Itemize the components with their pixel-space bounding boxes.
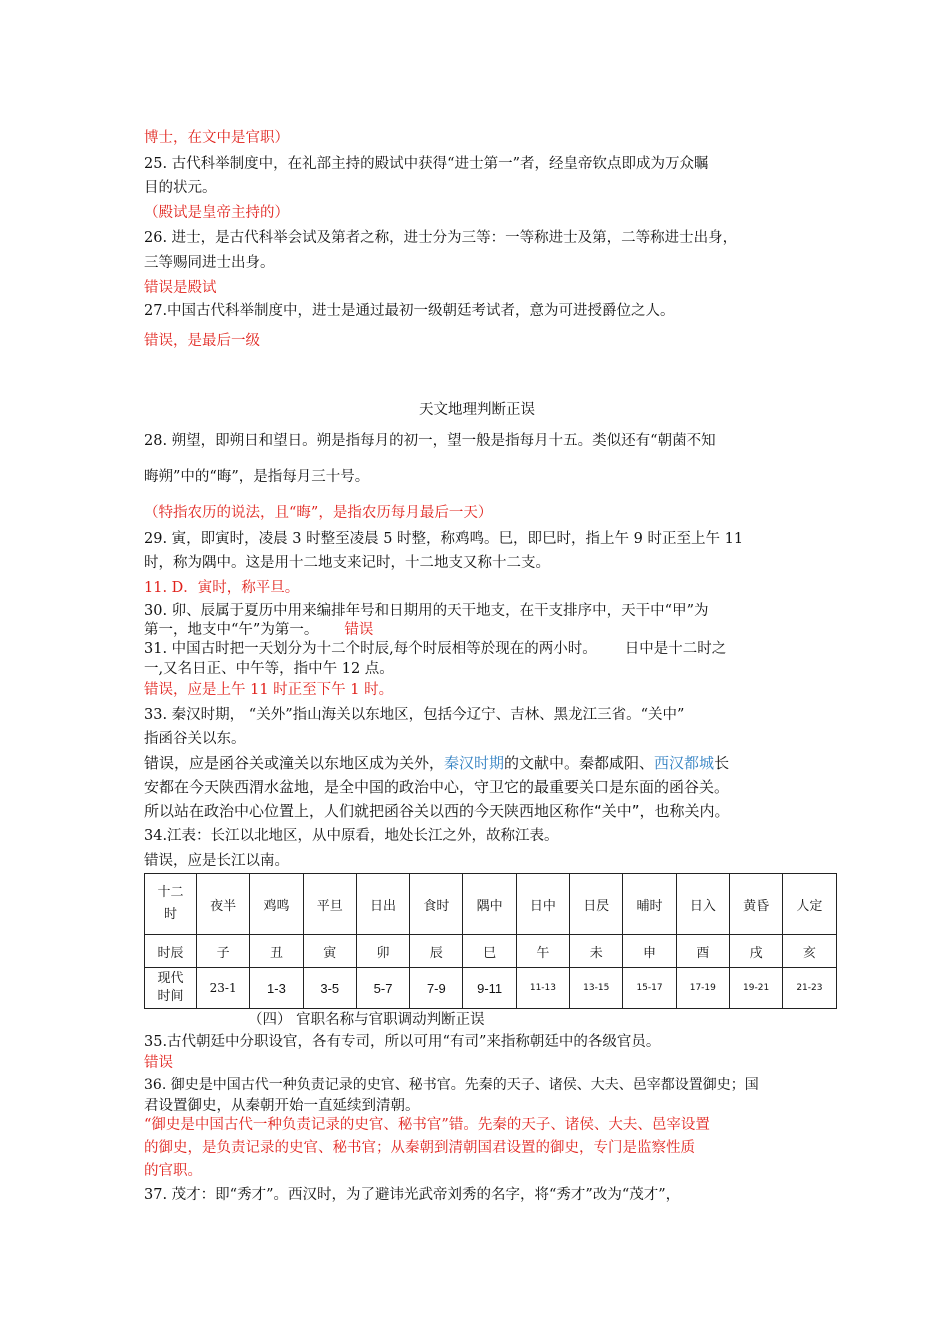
question-27: 27.中国古代科举制度中，进士是通过最初一级朝廷考试者，意为可进授爵位之人。 — [144, 303, 675, 319]
header-text-b: 时间 — [157, 989, 184, 1004]
table-cell: 辰 — [410, 935, 463, 968]
question-29-cont: 时，称为隅中。这是用十二地支来记时，十二地支又称十二支。 — [144, 555, 550, 571]
table-cell: 19-21 — [729, 968, 782, 1009]
question-28: 28. 朔望，即朔日和望日。朔是指每月的初一，望一般是指每月十五。类似还有“朝菌不知 — [144, 433, 716, 449]
table-cell: 午 — [516, 935, 569, 968]
question-26-cont: 三等赐同进士出身。 — [144, 255, 275, 271]
answer-33 — [144, 752, 729, 774]
question-31 — [144, 639, 726, 659]
table-cell: 13-15 — [570, 968, 623, 1009]
question-34: 34.江表：长江以北地区，从中原看，地处长江之外，故称江表。 — [144, 828, 559, 844]
table-cell: 日中 — [516, 874, 569, 935]
answer-33-c: 的文献中。秦都咸阳、 — [504, 754, 655, 772]
question-37: 37. 茂才：即“秀才”。西汉时，为了避讳光武帝刘秀的名字，将“秀才”改为“茂才”， — [144, 1187, 681, 1203]
answer-35: 错误 — [144, 1055, 173, 1071]
answer-28: （特指农历的说法，且“晦”，是指农历每月最后一天） — [144, 505, 493, 521]
question-29: 29. 寅，即寅时，凌晨 3 时整至凌晨 5 时整，称鸡鸣。巳，即巳时，指上午 9 时正至上午 11 — [144, 531, 744, 547]
question-31-text-b: 日中是十二时之 — [624, 641, 727, 657]
table-cell: 15-17 — [623, 968, 676, 1009]
table-row — [145, 968, 837, 1009]
question-36-cont: 君设置御史，从秦朝开始一直延续到清朝。 — [144, 1098, 420, 1114]
header-text-b: 时 — [163, 907, 177, 922]
table-cell: 夜半 — [197, 874, 250, 935]
table-cell: 平旦 — [303, 874, 356, 935]
answer-34: 错误，应是长江以南。 — [144, 853, 289, 869]
answer-33-e: 长 — [714, 754, 730, 772]
note-line: 博士，在文中是官职） — [144, 130, 289, 146]
question-35: 35.古代朝廷中分职设官，各有专司，所以可用“有司”来指称朝廷中的各级官员。 — [144, 1034, 661, 1050]
question-31-text: 31. 中国古时把一天划分为十二个时辰,每个时辰相等於现在的两小时。 — [144, 641, 597, 657]
answer-33-cont2: 所以站在政治中心位置上，人们就把函谷关以西的今天陕西地区称作“关中”，也称关内。 — [144, 802, 730, 820]
table-cell: 食时 — [410, 874, 463, 935]
question-30: 30. 卯、辰属于夏历中用来编排年号和日期用的天干地支，在干支排序中，天干中“甲”为 — [144, 603, 709, 619]
table-cell: 23-1 — [197, 968, 250, 1009]
table-cell: 1-3 — [250, 968, 303, 1009]
table-cell: 戌 — [729, 935, 782, 968]
table-cell: 日昃 — [570, 874, 623, 935]
answer-26: 错误是殿试 — [144, 280, 217, 296]
table-cell: 鸡鸣 — [250, 874, 303, 935]
question-36: 36. 御史是中国古代一种负责记录的史官、秘书官。先秦的天子、诸侯、大夫、邑宰都设置御史；国 — [144, 1077, 759, 1093]
question-26: 26. 进士，是古代科举会试及第者之称，进士分为三等：一等称进士及第，二等称进士出身， — [144, 230, 738, 246]
table-cell: 9-11 — [463, 968, 516, 1009]
answer-25: （殿试是皇帝主持的） — [144, 205, 289, 221]
table-cell: 卯 — [356, 935, 409, 968]
link-qinhan: 秦汉时期 — [444, 754, 505, 772]
answer-30: 错误 — [344, 622, 374, 638]
table-cell: 17-19 — [676, 968, 729, 1009]
answer-36: “御史是中国古代一种负责记录的史官、秘书官”错。先秦的天子、诸侯、大夫、邑宰设置 — [144, 1117, 710, 1133]
answer-36-cont2: 的官职。 — [144, 1163, 202, 1179]
link-xihan: 西汉都城 — [654, 754, 715, 772]
table-header-cell — [145, 968, 197, 1009]
table-row — [145, 935, 837, 968]
shichen-table — [144, 873, 837, 1009]
table-header-cell: 时辰 — [145, 935, 197, 968]
question-33: 33. 秦汉时期， “关外”指山海关以东地区，包括今辽宁、吉林、黑龙江三省。“关中” — [144, 707, 685, 723]
table-cell: 未 — [570, 935, 623, 968]
table-cell: 日入 — [676, 874, 729, 935]
table-cell: 亥 — [783, 935, 836, 968]
header-text-a: 现代 — [157, 971, 184, 986]
table-cell: 7-9 — [410, 968, 463, 1009]
answer-36-cont1: 的御史，是负责记录的史官、秘书官；从秦朝到清朝国君设置的御史，专门是监察性质 — [144, 1140, 695, 1156]
answer-27: 错误，是最后一级 — [144, 333, 260, 349]
table-cell: 丑 — [250, 935, 303, 968]
table-cell: 申 — [623, 935, 676, 968]
table-cell: 人定 — [783, 874, 836, 935]
table-cell: 11-13 — [516, 968, 569, 1009]
question-31-cont: 一,又名日正、中午等，指中午 12 点。 — [144, 661, 394, 677]
question-33-cont: 指函谷关以东。 — [144, 731, 246, 747]
answer-31: 错误，应是上午 11 时正至下午 1 时。 — [144, 682, 394, 698]
answer-33-a: 错误，应是函谷关或潼关以东地区成为关外， — [144, 754, 445, 772]
header-text-a: 十二 — [157, 885, 184, 900]
question-30-cont — [144, 620, 373, 640]
table-cell: 5-7 — [356, 968, 409, 1009]
question-28-cont: 晦朔”中的“晦”，是指每月三十号。 — [144, 469, 370, 485]
table-cell: 3-5 — [303, 968, 356, 1009]
table-cell: 隅中 — [463, 874, 516, 935]
question-25-cont: 目的状元。 — [144, 180, 217, 196]
question-30-text: 第一，地支中“午”为第一。 — [144, 622, 319, 638]
table-row — [145, 874, 837, 935]
section-title-official: （四） 官职名称与官职调动判断正误 — [248, 1012, 485, 1028]
table-cell: 21-23 — [783, 968, 836, 1009]
table-cell: 寅 — [303, 935, 356, 968]
section-title-astronomy: 天文地理判断正误 — [419, 402, 535, 418]
table-cell: 晡时 — [623, 874, 676, 935]
question-25: 25. 古代科举制度中，在礼部主持的殿试中获得“进士第一”者，经皇帝钦点即成为万众瞩 — [144, 156, 709, 172]
table-cell: 酉 — [676, 935, 729, 968]
answer-29: 11. D．寅时，称平旦。 — [144, 580, 300, 596]
table-cell: 巳 — [463, 935, 516, 968]
table-cell: 子 — [197, 935, 250, 968]
table-header-cell — [145, 874, 197, 935]
table-cell: 日出 — [356, 874, 409, 935]
answer-33-cont1: 安都在今天陕西渭水盆地，是全中国的政治中心，守卫它的最重要关口是东面的函谷关。 — [144, 778, 730, 796]
table-cell: 黄昏 — [729, 874, 782, 935]
